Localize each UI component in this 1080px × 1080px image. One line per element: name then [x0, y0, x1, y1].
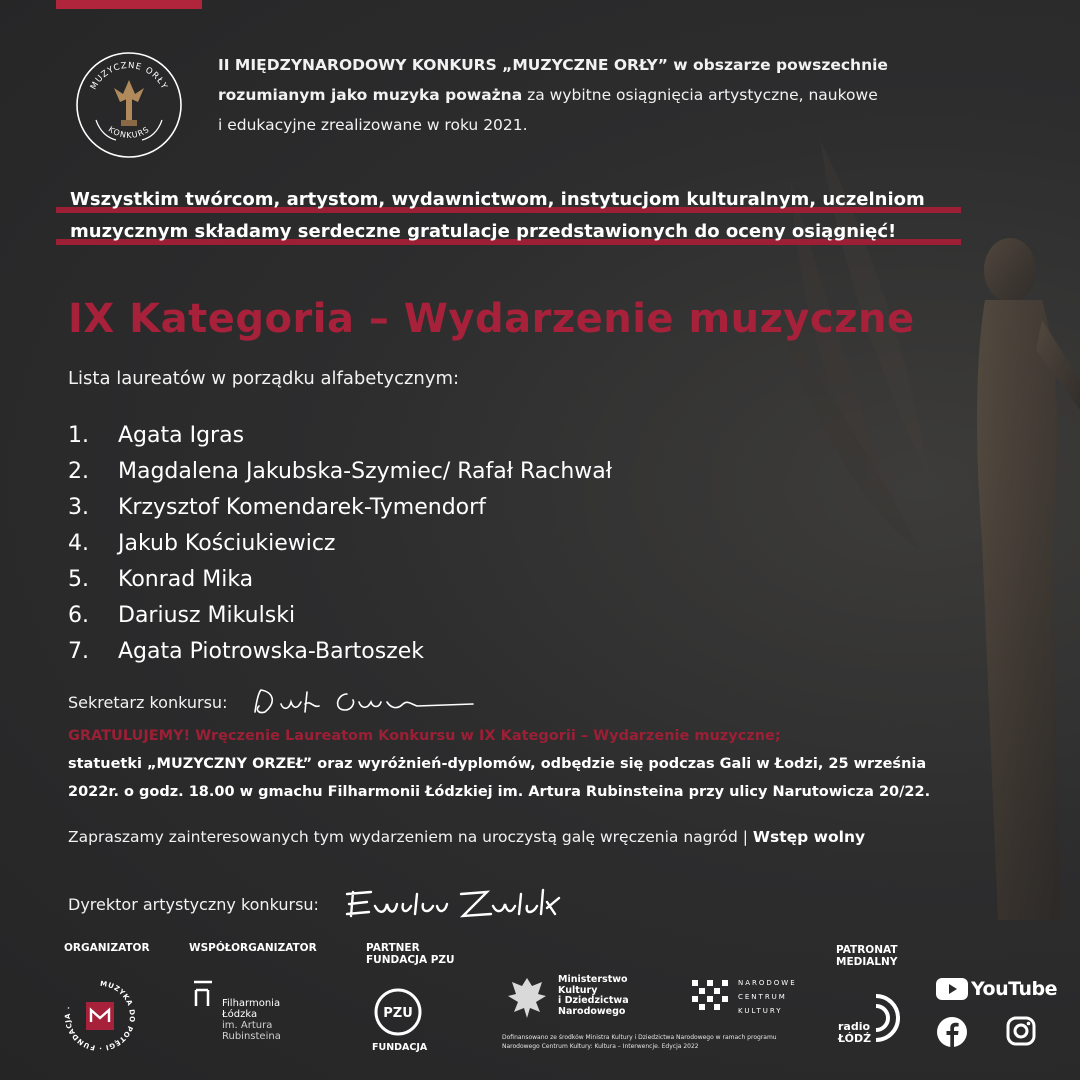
- instagram-icon[interactable]: [1006, 1016, 1036, 1046]
- list-item: 1. Agata Igras: [68, 423, 245, 448]
- banner-line2: muzycznym składamy serdeczne gratulacje przedstawionych do oceny osiągnięć!: [70, 221, 897, 242]
- list-item: 7. Agata Piotrowska-Bartoszek: [68, 639, 425, 664]
- funding-note: Dofinansowano ze środków Ministra Kultury i Dziedzictwa Narodowego w ramach programu Narodowego Centrum Kultury: Kultura – Interwencje. Edycja 2022: [502, 1034, 777, 1050]
- intro-line2-bold: rozumianym jako muzyka poważna: [218, 86, 523, 104]
- secretary-row: [68, 684, 477, 720]
- intro-text: [218, 50, 978, 140]
- svg-text:MUZYCZNE ORŁY: MUZYCZNE ORŁY: [88, 60, 170, 92]
- intro-line3: i edukacyjne zrealizowane w roku 2021.: [218, 116, 528, 134]
- organizer-logo: [62, 978, 138, 1054]
- radio-lodz-logo: [836, 990, 908, 1046]
- media-patron-label: PATRONAT MEDIALNY: [836, 944, 898, 968]
- top-accent-bar: [56, 0, 202, 9]
- announcement-line1: statuetki „MUZYCZNY ORZEŁ” oraz wyróżnień-dyplomów, odbędzie się podczas Gali w Łodzi, 25 września: [68, 756, 927, 772]
- organizer-label: ORGANIZATOR: [64, 942, 150, 954]
- svg-text:PZU: PZU: [383, 1006, 413, 1021]
- svg-text:radio: radio: [838, 1020, 871, 1033]
- list-item: 6. Dariusz Mikulski: [68, 603, 296, 628]
- partner-label: PARTNER FUNDACJA PZU: [366, 942, 455, 966]
- pzu-foundation-label: FUNDACJA: [372, 1042, 428, 1053]
- list-item: 5. Konrad Mika: [68, 567, 254, 592]
- secretary-signature: [247, 684, 477, 720]
- category-title: IX Kategoria – Wydarzenie muzyczne: [68, 296, 915, 342]
- list-item: 2. Magdalena Jakubska-Szymiec/ Rafał Rachwał: [68, 459, 613, 484]
- invitation-text: Zapraszamy zainteresowanych tym wydarzeniem na uroczystą galę wręczenia nagród | Wstęp wolny: [68, 828, 866, 846]
- competition-logo: [74, 50, 184, 160]
- intro-line2-regular: za wybitne osiągnięcia artystyczne, naukowe: [522, 86, 878, 104]
- filharmonia-logo-text: Filharmonia Łódzka im. Artura Rubinsteina: [222, 998, 281, 1042]
- list-intro: Lista laureatów w porządku alfabetycznym:: [68, 368, 460, 389]
- director-label: Dyrektor artystyczny konkursu:: [68, 894, 319, 914]
- nck-logo-text: NARODOWE CENTRUM KULTURY: [738, 979, 797, 1015]
- co-organizer-label: WSPÓŁORGANIZATOR: [189, 942, 317, 954]
- free-entry-label: Wstęp wolny: [752, 828, 866, 846]
- gala-announcement: [68, 722, 1028, 806]
- polish-eagle-emblem: [502, 972, 552, 1024]
- pzu-logo: [372, 986, 424, 1038]
- youtube-icon: [936, 978, 968, 1000]
- intro-line1: II MIĘDZYNARODOWY KONKURS „MUZYCZNE ORŁY” w obszarze powszechnie: [218, 56, 888, 74]
- laureates-list: [68, 418, 612, 670]
- announcement-line2: 2022r. o godz. 18.00 w gmachu Filharmonii Łódzkiej im. Artura Rubinsteina przy ulicy Narutowicza 20/22.: [68, 784, 931, 800]
- youtube-label: YouTube: [971, 978, 1057, 1000]
- svg-text:MUZYKA DO POTĘGI · FUNDACJA ·: MUZYKA DO POTĘGI · FUNDACJA ·: [63, 979, 137, 1053]
- youtube-link[interactable]: [936, 978, 1057, 1000]
- nck-crown-icon: [690, 976, 730, 1016]
- ministry-logo-text: Ministerstwo Kultury i Dziedzictwa Narodowego: [558, 974, 629, 1017]
- facebook-icon[interactable]: [936, 1016, 968, 1048]
- secretary-label: Sekretarz konkursu:: [68, 692, 228, 712]
- list-item: 4. Jakub Kościukiewicz: [68, 531, 336, 556]
- announcement-headline: GRATULUJEMY! Wręczenie Laureatom Konkursu w IX Kategorii – Wydarzenie muzyczne;: [68, 728, 781, 744]
- list-item: 3. Krzysztof Komendarek-Tymendorf: [68, 495, 486, 520]
- director-row: [68, 884, 581, 924]
- banner-line1: Wszystkim twórcom, artystom, wydawnictwom, instytucjom kulturalnym, uczelniom: [70, 189, 925, 210]
- filharmonia-icon: [192, 978, 214, 1008]
- svg-text:KONKURS: KONKURS: [106, 124, 152, 140]
- svg-text:ŁÓDŹ: ŁÓDŹ: [838, 1032, 872, 1045]
- director-signature: [341, 884, 581, 924]
- congratulations-banner: [56, 184, 961, 248]
